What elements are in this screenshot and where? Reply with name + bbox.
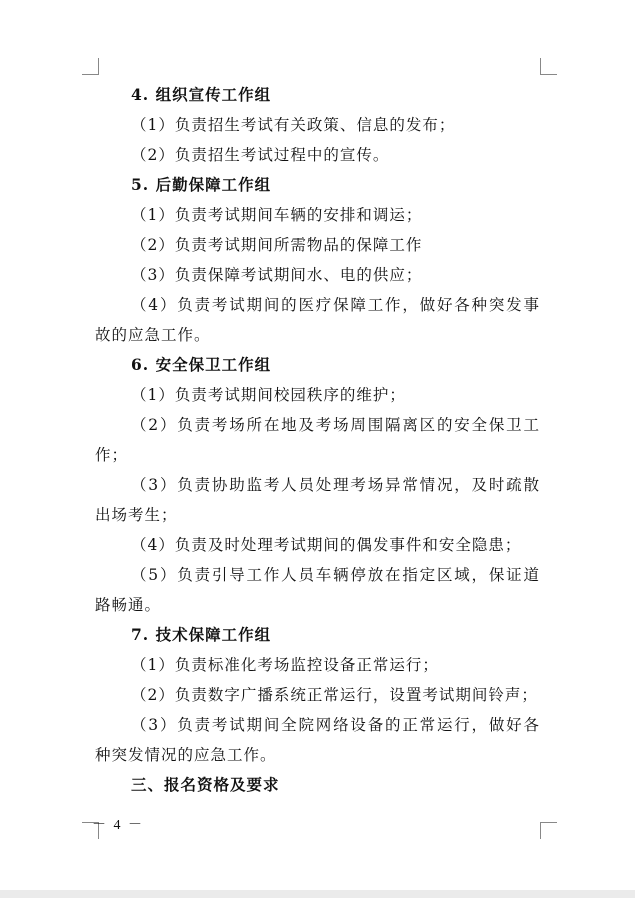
- heading-tech-group: 7. 技术保障工作组: [131, 625, 272, 644]
- list-item-continuation: 故的应急工作。: [95, 326, 211, 344]
- list-item: （1）负责考试期间校园秩序的维护；: [131, 386, 406, 404]
- corner-mark-top-right: [540, 58, 557, 75]
- page-number: － 4 －: [92, 818, 144, 833]
- list-item: （3）负责考试期间全院网络设备的正常运行，做好各: [131, 716, 540, 734]
- list-item: （3）负责协助监考人员处理考场异常情况，及时疏散: [131, 476, 540, 494]
- section-heading: 三、报名资格及要求: [131, 775, 280, 794]
- page-bottom-band: [0, 890, 635, 898]
- corner-mark-bottom-right: [540, 822, 557, 839]
- list-item-continuation: 路畅通。: [95, 596, 162, 614]
- list-item: （4）负责考试期间的医疗保障工作，做好各种突发事: [131, 296, 540, 314]
- list-item-continuation: 种突发情况的应急工作。: [95, 746, 277, 764]
- list-item-continuation: 作；: [95, 446, 129, 464]
- list-item: （1）负责标准化考场监控设备正常运行；: [131, 656, 439, 674]
- list-item: （2）负责数字广播系统正常运行，设置考试期间铃声；: [131, 686, 538, 704]
- heading-propaganda-group: 4. 组织宣传工作组: [131, 85, 272, 104]
- list-item: （2）负责考场所在地及考场周围隔离区的安全保卫工: [131, 416, 540, 434]
- list-item: （5）负责引导工作人员车辆停放在指定区域，保证道: [131, 566, 540, 584]
- heading-security-group: 6. 安全保卫工作组: [131, 355, 272, 374]
- document-body: [95, 80, 540, 800]
- heading-logistics-group: 5. 后勤保障工作组: [131, 175, 272, 194]
- list-item: （1）负责招生考试有关政策、信息的发布；: [131, 116, 456, 134]
- list-item: （4）负责及时处理考试期间的偶发事件和安全隐患；: [131, 536, 522, 554]
- corner-mark-top-left: [82, 58, 99, 75]
- list-item: （2）负责考试期间所需物品的保障工作: [131, 236, 423, 254]
- list-item: （3）负责保障考试期间水、电的供应；: [131, 266, 423, 284]
- list-item: （1）负责考试期间车辆的安排和调运；: [131, 206, 423, 224]
- list-item: （2）负责招生考试过程中的宣传。: [131, 146, 390, 164]
- list-item-continuation: 出场考生；: [95, 506, 178, 524]
